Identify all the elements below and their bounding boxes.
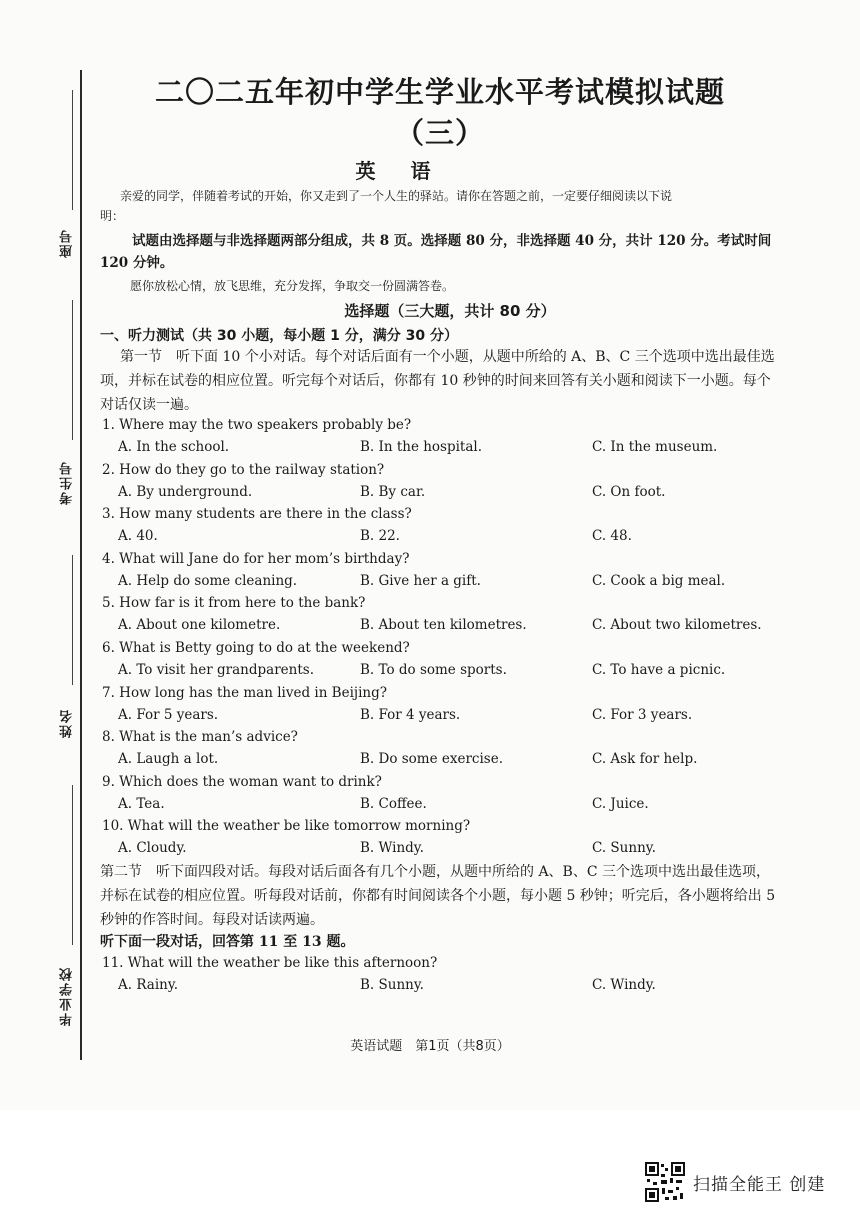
question-stem: 10. What will the weather be like tomorrow morning?: [102, 818, 471, 835]
question-options: [102, 436, 782, 458]
question-item: [102, 548, 782, 592]
exam-number-label: 考生号: [60, 460, 75, 505]
scanner-brand-text: 扫描全能王 创建: [693, 1174, 826, 1195]
name-label: 姓名: [60, 708, 75, 738]
name-line: [72, 555, 73, 685]
option-b: B. Windy.: [360, 840, 424, 857]
option-a: A. Help do some cleaning.: [118, 572, 298, 589]
question-stem: 7. How long has the man lived in Beijing?: [102, 684, 387, 701]
question-stem: 9. Which does the woman want to drink?: [102, 773, 382, 790]
question-options: [102, 974, 782, 996]
intro-wish: 愿你放松心情，放飞思维，充分发挥，争取交一份圆满答卷。: [130, 279, 455, 293]
option-c: C. 48.: [592, 528, 632, 545]
part1-instruction: 第一节 听下面 10 个小对话。每个对话后面有一个小题，从题中所给的 A、B、C 三个选项中选出最佳选项，并标在试卷的相应位置。听完每个对话后，你都有 10 秒钟的时间来回答有关小题和阅读下一小题。每个对话仅读一遍。: [100, 349, 775, 413]
question-options: [102, 481, 782, 503]
question-stem: 3. How many students are there in the class?: [102, 506, 412, 523]
option-a: A. Rainy.: [118, 977, 178, 993]
question-stem: 2. How do they go to the railway station?: [102, 461, 385, 478]
option-b: B. 22.: [360, 528, 400, 545]
scanner-watermark: [645, 1162, 825, 1202]
option-c: C. Juice.: [592, 795, 649, 812]
option-b: B. Coffee.: [360, 795, 427, 812]
option-c: C. Windy.: [592, 977, 656, 993]
question-item: [102, 414, 782, 458]
question-item: [102, 637, 782, 681]
question-item: [102, 503, 782, 547]
option-b: B. About ten kilometres.: [360, 617, 527, 634]
school-label: 毕业学校: [60, 966, 75, 1026]
option-b: B. Sunny.: [360, 977, 424, 993]
page-footer: 英语试题 第1页（共8页）: [350, 1039, 510, 1054]
binding-rule: [80, 70, 82, 1060]
section-heading: 选择题（三大题，共计 80 分）: [344, 302, 556, 320]
question-stem: 8. What is the man’s advice?: [102, 729, 298, 746]
option-a: A. 40.: [118, 528, 158, 545]
option-a: A. In the school.: [118, 439, 230, 455]
dialogue-instruction: 听下面一段对话，回答第 11 至 13 题。: [100, 934, 355, 950]
question-options: [102, 793, 782, 815]
question-stem: 5. How far is it from here to the bank?: [102, 595, 366, 612]
option-a: A. By underground.: [118, 483, 253, 500]
question-options: [102, 659, 782, 681]
intro-notice: 亲爱的同学，伴随着考试的开始，你又走到了一个人生的驿站。请你在答题之前，一定要仔细阅读以下说明：: [100, 189, 673, 223]
option-b: B. Give her a gift.: [360, 572, 481, 589]
option-a: A. About one kilometre.: [118, 617, 281, 634]
school-line: [72, 785, 73, 945]
question-item: [102, 726, 782, 770]
seat-line: [72, 90, 73, 210]
option-a: A. Cloudy.: [118, 840, 187, 857]
part-heading: 一、听力测试（共 30 小题，每小题 1 分，满分 30 分）: [100, 328, 458, 344]
option-b: B. Do some exercise.: [360, 751, 504, 768]
question-stem: 6. What is Betty going to do at the weekend?: [102, 640, 410, 656]
option-c: C. In the museum.: [592, 439, 718, 455]
question-options: [102, 525, 782, 547]
question-item: [102, 771, 782, 815]
option-c: C. For 3 years.: [592, 706, 693, 723]
question-options: [102, 704, 782, 726]
option-a: A. To visit her grandparents.: [118, 662, 314, 678]
option-c: C. Sunny.: [592, 840, 656, 857]
question-stem: 11. What will the weather be like this afternoon?: [102, 955, 438, 971]
part2-instruction: 第二节 听下面四段对话。每段对话后面各有几个小题，从题中所给的 A、B、C 三个选项中选出最佳选项，并标在试卷的相应位置。听每段对话前，你都有时间阅读各个小题，每小题 5 秒钟；听完后，各小题将给出 5 秒钟的作答时间。每段对话读两遍。: [100, 864, 776, 928]
seat-label: 座号: [60, 228, 75, 258]
option-b: B. In the hospital.: [360, 439, 483, 455]
question-options: [102, 748, 782, 770]
option-c: C. Ask for help.: [592, 751, 698, 768]
intro-exam-info: 试题由选择题与非选择题两部分组成，共 8 页。选择题 80 分，非选择题 40 分，共计 120 分。考试时间 120 分钟。: [100, 233, 772, 271]
subject-title: 英 语: [355, 159, 445, 183]
option-a: A. For 5 years.: [118, 706, 219, 723]
exam-number-line: [72, 300, 73, 440]
option-a: A. Tea.: [118, 795, 165, 812]
exam-title: 二〇二五年初中学生学业水平考试模拟试题（三）: [154, 75, 725, 150]
option-c: C. About two kilometres.: [592, 617, 762, 634]
question-item: [102, 815, 782, 859]
qr-code-icon: [645, 1162, 685, 1202]
option-c: C. To have a picnic.: [592, 662, 726, 678]
question-stem: 1. Where may the two speakers probably be?: [102, 417, 412, 433]
question-options: [102, 570, 782, 592]
question-item: [102, 459, 782, 503]
question-item: [102, 952, 782, 996]
option-b: B. By car.: [360, 483, 426, 500]
option-a: A. Laugh a lot.: [118, 751, 219, 768]
question-item: [102, 592, 782, 636]
question-options: [102, 614, 782, 636]
question-stem: 4. What will Jane do for her mom’s birthday?: [102, 550, 410, 567]
option-b: B. For 4 years.: [360, 706, 461, 723]
option-c: C. Cook a big meal.: [592, 572, 726, 589]
option-b: B. To do some sports.: [360, 662, 507, 678]
question-item: [102, 682, 782, 726]
question-options: [102, 837, 782, 859]
option-c: C. On foot.: [592, 483, 666, 500]
